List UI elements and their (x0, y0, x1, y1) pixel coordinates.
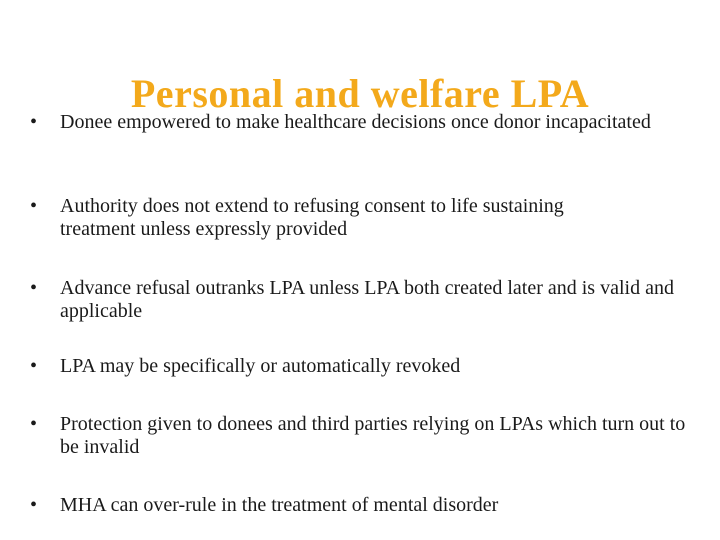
bullet-icon: • (30, 413, 38, 435)
bullet-text: Protection given to donees and third parties relying on LPAs which turn out to be invalid (60, 413, 686, 458)
bullet-icon: • (30, 195, 38, 217)
bullet-text: Donee empowered to make healthcare decisions once donor incapacitated (60, 111, 651, 133)
bullet-item (30, 111, 700, 134)
bullet-text: MHA can over-rule in the treatment of mental disorder (60, 494, 499, 516)
bullet-text: Authority does not extend to refusing consent to life sustaining treatment unless expressly provided (60, 195, 564, 240)
bullet-text: Advance refusal outranks LPA unless LPA both created later and is valid and applicable (60, 277, 674, 322)
bullet-item (30, 195, 620, 241)
bullet-icon: • (30, 494, 38, 516)
bullet-icon: • (30, 277, 38, 299)
bullet-item (30, 277, 710, 323)
bullet-item (30, 413, 700, 459)
bullet-icon: • (30, 111, 38, 133)
bullet-icon: • (30, 355, 38, 377)
slide-title: Personal and welfare LPA (130, 71, 590, 116)
bullet-text: LPA may be specifically or automatically revoked (60, 355, 461, 377)
bullet-item (30, 355, 700, 378)
bullet-item (30, 494, 700, 517)
